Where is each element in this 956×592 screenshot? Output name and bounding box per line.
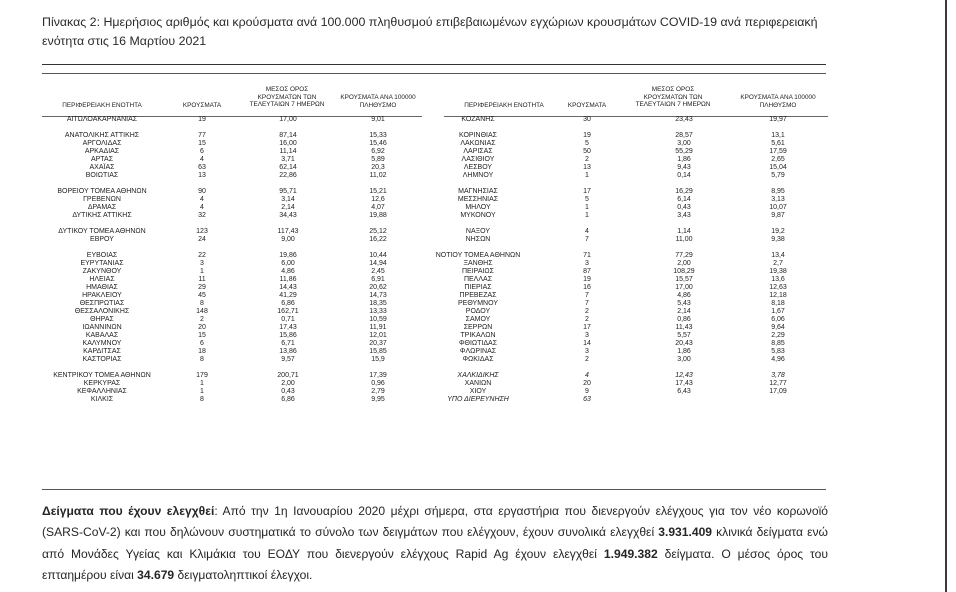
right-row-region: ΜΥΚΟΝΟΥ xyxy=(460,211,496,219)
left-row-cases: 29 xyxy=(198,283,206,291)
left-row-region: ΚΕΝΤΡΙΚΟΥ ΤΟΜΕΑ ΑΘΗΝΩΝ xyxy=(53,371,151,379)
right-row-region: ΦΩΚΙΔΑΣ xyxy=(462,355,494,363)
right-row-avg7: 0,14 xyxy=(677,171,691,179)
right-row-avg7: 5,43 xyxy=(677,299,691,307)
left-row-cases: 6 xyxy=(200,339,204,347)
right-row-avg7: 16,29 xyxy=(675,187,693,195)
right-row-per100k: 8,95 xyxy=(771,187,785,195)
left-row-region: ΑΡΓΟΛΙΔΑΣ xyxy=(82,139,122,147)
right-row-avg7: 1,14 xyxy=(677,227,691,235)
right-row-avg7: 1,86 xyxy=(677,155,691,163)
right-row-cases: 7 xyxy=(585,291,589,299)
right-row-cases: 2 xyxy=(585,315,589,323)
right-row-cases: 1 xyxy=(585,203,589,211)
left-row-per100k: 2,45 xyxy=(371,267,385,275)
left-row-avg7: 6,71 xyxy=(281,339,295,347)
left-row-avg7: 11,86 xyxy=(279,275,297,283)
left-row-per100k: 2,79 xyxy=(371,387,385,395)
right-row-per100k: 5,79 xyxy=(771,171,785,179)
left-row-cases: 2 xyxy=(200,315,204,323)
right-row-cases: 1 xyxy=(585,211,589,219)
left-row-cases: 8 xyxy=(200,395,204,403)
right-row-cases: 7 xyxy=(585,299,589,307)
table-bottom-rule xyxy=(42,489,826,490)
left-row-per100k: 9,95 xyxy=(371,395,385,403)
right-row-per100k: 13,1 xyxy=(771,131,785,139)
left-row-per100k: 17,39 xyxy=(369,371,387,379)
left-row-region: ΖΑΚΥΝΘΟΥ xyxy=(82,267,122,275)
right-row-cases: 87 xyxy=(583,267,591,275)
paragraph-text-4: δειγματοληπτικοί έλεγχοι. xyxy=(174,567,313,582)
left-row-cases: 1 xyxy=(200,387,204,395)
right-row-per100k: 1,67 xyxy=(771,307,785,315)
right-row-per100k: 12,77 xyxy=(769,379,787,387)
left-row-avg7: 2,00 xyxy=(281,379,295,387)
left-row-avg7: 11,14 xyxy=(279,147,297,155)
left-row-region: ΒΟΙΩΤΙΑΣ xyxy=(85,171,119,179)
left-row-avg7: 17,43 xyxy=(279,323,297,331)
left-row-per100k: 15,9 xyxy=(371,355,385,363)
left-row-region: ΑΝΑΤΟΛΙΚΗΣ ΑΤΤΙΚΗΣ xyxy=(64,131,140,139)
right-row-cases: 17 xyxy=(583,187,591,195)
left-row-per100k: 10,59 xyxy=(369,315,387,323)
title-rule xyxy=(42,64,826,65)
left-row-region: ΔΡΑΜΑΣ xyxy=(87,203,117,211)
right-row-per100k: 12,18 xyxy=(769,291,787,299)
right-header-per100k: ΚΡΟΥΣΜΑΤΑ ΑΝΑ 100000 ΠΛΗΘΥΣΜΟ xyxy=(740,94,816,109)
right-row-per100k: 3,78 xyxy=(771,371,785,379)
paragraph-text-2: κλινικά δείγματα ενώ από Μονάδες Υγείας και Κλιμάκια του ΕΟΔΥ που διενεργούν ελέγχους Rapid Ag έχουν ελεγχθεί xyxy=(42,525,828,561)
right-row-region: ΡΟΔΟΥ xyxy=(465,307,491,315)
left-row-avg7: 9,00 xyxy=(281,235,295,243)
right-row-cases: 13 xyxy=(583,163,591,171)
left-row-cases: 15 xyxy=(198,331,206,339)
right-row-per100k: 4,96 xyxy=(771,355,785,363)
right-row-cases: 9 xyxy=(585,387,589,395)
left-row-per100k: 20,62 xyxy=(369,283,387,291)
left-row-cases: 22 xyxy=(198,251,206,259)
right-row-avg7: 1,86 xyxy=(677,347,691,355)
right-row-avg7: 17,00 xyxy=(675,283,693,291)
left-row-region: ΚΑΣΤΟΡΙΑΣ xyxy=(82,355,122,363)
right-row-region: ΝΗΣΩΝ xyxy=(465,235,491,243)
right-row-avg7: 6,43 xyxy=(677,387,691,395)
left-row-cases: 11 xyxy=(198,275,206,283)
right-row-avg7: 0,86 xyxy=(677,315,691,323)
right-row-avg7: 12,43 xyxy=(675,371,693,379)
left-row-cases: 32 xyxy=(198,211,206,219)
left-row-cases: 1 xyxy=(200,267,204,275)
left-row-region: ΘΕΣΠΡΩΤΙΑΣ xyxy=(79,299,125,307)
right-row-region: ΥΠΟ ΔΙΕΡΕΥΝΗΣΗ xyxy=(447,395,509,403)
left-row-region: ΑΡΚΑΔΙΑΣ xyxy=(84,147,120,155)
right-row-region: ΜΑΓΝΗΣΙΑΣ xyxy=(458,187,498,195)
right-row-avg7: 55,29 xyxy=(675,147,693,155)
right-row-per100k: 2,7 xyxy=(773,259,783,267)
right-row-cases: 17 xyxy=(583,323,591,331)
right-row-per100k: 17,09 xyxy=(769,387,787,395)
right-row-avg7: 15,57 xyxy=(675,275,693,283)
right-row-cases: 71 xyxy=(583,251,591,259)
right-row-avg7: 9,43 xyxy=(677,163,691,171)
right-row-avg7: 2,14 xyxy=(677,307,691,315)
right-row-avg7: 17,43 xyxy=(675,379,693,387)
right-row-region: ΛΑΡΙΣΑΣ xyxy=(463,147,493,155)
right-row-per100k: 17,59 xyxy=(769,147,787,155)
left-row-avg7: 34,43 xyxy=(279,211,297,219)
right-row-region: ΠΡΕΒΕΖΑΣ xyxy=(459,291,497,299)
left-row-avg7: 9,57 xyxy=(281,355,295,363)
right-row-per100k: 2,65 xyxy=(771,155,785,163)
right-row-avg7: 108,29 xyxy=(673,267,695,275)
left-row-region: ΕΒΡΟΥ xyxy=(90,235,114,243)
left-row-cases: 77 xyxy=(198,131,206,139)
left-row-region: ΗΛΕΙΑΣ xyxy=(89,275,115,283)
right-row-region: ΜΗΛΟΥ xyxy=(465,203,491,211)
right-row-region: ΝΟΤΙΟΥ ΤΟΜΕΑ ΑΘΗΝΩΝ xyxy=(435,251,521,259)
right-row-region: ΧΑΛΚΙΔΙΚΗΣ xyxy=(457,371,499,379)
left-row-region: ΘΕΣΣΑΛΟΝΙΚΗΣ xyxy=(74,307,130,315)
left-row-avg7: 0,71 xyxy=(281,315,295,323)
right-row-cases: 20 xyxy=(583,379,591,387)
left-row-per100k: 10,44 xyxy=(369,251,387,259)
right-row-cases: 2 xyxy=(585,155,589,163)
right-row-region: ΣΕΡΡΩΝ xyxy=(463,323,493,331)
left-row-cases: 20 xyxy=(198,323,206,331)
right-header-cases: ΚΡΟΥΣΜΑΤΑ xyxy=(567,102,607,109)
left-row-per100k: 11,91 xyxy=(369,323,387,331)
left-row-avg7: 17,00 xyxy=(279,115,297,123)
right-row-avg7: 28,57 xyxy=(675,131,693,139)
left-row-region: ΕΥΒΟΙΑΣ xyxy=(86,251,118,259)
right-row-region: ΡΕΘΥΜΝΟΥ xyxy=(457,299,498,307)
right-row-per100k: 8,85 xyxy=(771,339,785,347)
left-row-region: ΚΑΡΔΙΤΣΑΣ xyxy=(83,347,121,355)
left-row-region: ΗΜΑΘΙΑΣ xyxy=(86,283,118,291)
right-row-cases: 19 xyxy=(583,275,591,283)
left-row-region: ΚΕΡΚΥΡΑΣ xyxy=(83,379,121,387)
left-row-avg7: 62,14 xyxy=(279,163,297,171)
right-row-per100k: 9,38 xyxy=(771,235,785,243)
right-row-avg7: 5,57 xyxy=(677,331,691,339)
left-row-cases: 24 xyxy=(198,235,206,243)
right-row-cases: 4 xyxy=(585,227,589,235)
right-row-cases: 5 xyxy=(585,195,589,203)
right-row-per100k: 3,13 xyxy=(771,195,785,203)
left-row-per100k: 16,22 xyxy=(369,235,387,243)
page-edge-line xyxy=(945,0,947,592)
right-row-per100k: 19,97 xyxy=(769,115,787,123)
right-row-per100k: 2,29 xyxy=(771,331,785,339)
right-row-region: ΚΟΡΙΝΘΙΑΣ xyxy=(459,131,497,139)
left-row-cases: 148 xyxy=(196,307,208,315)
right-row-cases: 19 xyxy=(583,131,591,139)
right-row-region: ΦΛΩΡΙΝΑΣ xyxy=(459,347,497,355)
right-row-region: ΛΑΚΩΝΙΑΣ xyxy=(460,139,496,147)
left-header-per100k: ΚΡΟΥΣΜΑΤΑ ΑΝΑ 100000 ΠΛΗΘΥΣΜΟ xyxy=(340,94,416,109)
left-row-cases: 4 xyxy=(200,155,204,163)
left-row-per100k: 5,89 xyxy=(371,155,385,163)
right-row-region: ΝΑΞΟΥ xyxy=(465,227,491,235)
right-header-region: ΠΕΡΙΦΕΡΕΙΑΚΗ ΕΝΟΤΗΤΑ xyxy=(464,102,544,109)
left-row-region: ΑΙΤΩΛΟΑΚΑΡΝΑΝΙΑΣ xyxy=(66,115,138,123)
left-row-avg7: 19,86 xyxy=(279,251,297,259)
table-top-rule xyxy=(42,73,826,74)
left-row-avg7: 14,43 xyxy=(279,283,297,291)
right-row-avg7: 2,00 xyxy=(677,259,691,267)
left-row-region: ΗΡΑΚΛΕΙΟΥ xyxy=(82,291,122,299)
left-row-cases: 15 xyxy=(198,139,206,147)
right-row-region: ΞΑΝΘΗΣ xyxy=(463,259,493,267)
left-row-per100k: 13,33 xyxy=(369,307,387,315)
left-row-avg7: 87,14 xyxy=(279,131,297,139)
left-row-region: ΒΟΡΕΙΟΥ ΤΟΜΕΑ ΑΘΗΝΩΝ xyxy=(57,187,147,195)
left-row-region: ΔΥΤΙΚΗΣ ΑΤΤΙΚΗΣ xyxy=(72,211,132,219)
right-row-region: ΤΡΙΚΑΛΩΝ xyxy=(460,331,496,339)
left-row-per100k: 12,01 xyxy=(369,331,387,339)
left-row-avg7: 95,71 xyxy=(279,187,297,195)
left-row-cases: 13 xyxy=(198,171,206,179)
right-row-per100k: 9,87 xyxy=(771,211,785,219)
right-row-cases: 3 xyxy=(585,347,589,355)
left-row-cases: 123 xyxy=(196,227,208,235)
left-row-per100k: 20,37 xyxy=(369,339,387,347)
right-row-region: ΜΕΣΣΗΝΙΑΣ xyxy=(457,195,499,203)
left-row-per100k: 6,91 xyxy=(371,275,385,283)
left-row-per100k: 15,21 xyxy=(369,187,387,195)
left-row-cases: 63 xyxy=(198,163,206,171)
left-row-region: ΕΥΡΥΤΑΝΙΑΣ xyxy=(80,259,124,267)
left-row-avg7: 41,29 xyxy=(279,291,297,299)
left-row-region: ΔΥΤΙΚΟΥ ΤΟΜΕΑ ΑΘΗΝΩΝ xyxy=(58,227,146,235)
left-row-per100k: 15,33 xyxy=(369,131,387,139)
left-row-cases: 19 xyxy=(198,115,206,123)
left-row-cases: 45 xyxy=(198,291,206,299)
right-row-avg7: 4,86 xyxy=(677,291,691,299)
left-row-region: ΙΩΑΝΝΙΝΩΝ xyxy=(82,323,122,331)
right-row-per100k: 9,64 xyxy=(771,323,785,331)
right-row-cases: 4 xyxy=(585,371,589,379)
paragraph-text-3: δείγματα. Ο μέσος όρος του επταημέρου είναι xyxy=(42,546,829,582)
left-row-region: ΑΡΤΑΣ xyxy=(90,155,114,163)
left-row-per100k: 14,73 xyxy=(369,291,387,299)
right-row-per100k: 13,4 xyxy=(771,251,785,259)
right-row-per100k: 6,06 xyxy=(771,315,785,323)
right-row-avg7: 77,29 xyxy=(675,251,693,259)
right-row-region: ΚΟΖΑΝΗΣ xyxy=(461,115,495,123)
right-row-cases: 16 xyxy=(583,283,591,291)
right-row-cases: 50 xyxy=(583,147,591,155)
left-row-cases: 1 xyxy=(200,379,204,387)
left-row-per100k: 25,12 xyxy=(369,227,387,235)
left-row-per100k: 11,02 xyxy=(369,171,387,179)
left-row-avg7: 2,14 xyxy=(281,203,295,211)
left-row-region: ΘΗΡΑΣ xyxy=(90,315,114,323)
right-row-cases: 3 xyxy=(585,259,589,267)
right-row-per100k: 12,63 xyxy=(769,283,787,291)
right-row-avg7: 20,43 xyxy=(675,339,693,347)
left-row-region: ΚΙΛΚΙΣ xyxy=(90,395,114,403)
right-row-per100k: 13,6 xyxy=(771,275,785,283)
right-row-cases: 14 xyxy=(583,339,591,347)
left-row-region: ΚΑΛΥΜΝΟΥ xyxy=(82,339,122,347)
left-row-region: ΑΧΑΪΑΣ xyxy=(89,163,115,171)
right-row-region: ΣΑΜΟΥ xyxy=(465,315,491,323)
left-row-avg7: 200,71 xyxy=(277,371,299,379)
right-row-region: ΛΕΣΒΟΥ xyxy=(463,163,493,171)
left-row-per100k: 0,96 xyxy=(371,379,385,387)
left-row-cases: 179 xyxy=(196,371,208,379)
left-row-avg7: 6,86 xyxy=(281,395,295,403)
right-row-per100k: 5,61 xyxy=(771,139,785,147)
right-row-cases: 30 xyxy=(583,115,591,123)
left-row-per100k: 14,94 xyxy=(369,259,387,267)
right-row-cases: 63 xyxy=(583,395,591,403)
left-row-avg7: 117,43 xyxy=(277,227,299,235)
left-row-avg7: 4,86 xyxy=(281,267,295,275)
left-row-per100k: 20,3 xyxy=(371,163,385,171)
right-row-cases: 7 xyxy=(585,235,589,243)
left-row-cases: 8 xyxy=(200,299,204,307)
right-row-region: ΠΕΛΛΑΣ xyxy=(463,275,493,283)
left-row-region: ΚΕΦΑΛΛΗΝΙΑΣ xyxy=(77,387,127,395)
left-header-cases: ΚΡΟΥΣΜΑΤΑ xyxy=(182,102,222,109)
left-row-cases: 90 xyxy=(198,187,206,195)
left-row-avg7: 0,43 xyxy=(281,387,295,395)
left-row-per100k: 12,6 xyxy=(371,195,385,203)
left-row-cases: 18 xyxy=(198,347,206,355)
right-row-region: ΧΙΟΥ xyxy=(469,387,487,395)
right-row-avg7: 3,00 xyxy=(677,139,691,147)
right-row-cases: 3 xyxy=(585,331,589,339)
rapid-ag-samples-count: 1.949.382 xyxy=(603,546,658,561)
left-row-avg7: 16,00 xyxy=(279,139,297,147)
right-row-per100k: 15,04 xyxy=(769,163,787,171)
right-row-region: ΧΑΝΙΩΝ xyxy=(464,379,492,387)
left-row-per100k: 6,92 xyxy=(371,147,385,155)
left-row-avg7: 22,86 xyxy=(279,171,297,179)
right-row-per100k: 10,07 xyxy=(769,203,787,211)
left-header-avg7: ΜΕΣΟΣ ΟΡΟΣ ΚΡΟΥΣΜΑΤΩΝ ΤΩΝ ΤΕΛΕΥΤΑΙΩΝ 7 ΗΜΕΡΩΝ xyxy=(249,86,325,109)
right-row-cases: 1 xyxy=(585,171,589,179)
left-row-region: ΓΡΕΒΕΝΩΝ xyxy=(83,195,121,203)
right-row-per100k: 8,18 xyxy=(771,299,785,307)
right-row-avg7: 11,00 xyxy=(675,235,693,243)
right-row-avg7: 6,14 xyxy=(677,195,691,203)
left-row-avg7: 3,14 xyxy=(281,195,295,203)
right-row-avg7: 3,43 xyxy=(677,211,691,219)
paragraph-text-1: : Από την 1η Ιανουαρίου 2020 μέχρι σήμερα, στα εργαστήρια που διενεργούν ελέγχους για τον νέο κορωνοϊό (SARS-CoV-2) και που δηλώνουν συστηματικά το σύνολο των δειγμάτων που ελέγχουν, έχουν συνολικά ελεγχθεί xyxy=(42,504,828,540)
right-row-cases: 5 xyxy=(585,139,589,147)
left-row-per100k: 4,07 xyxy=(371,203,385,211)
right-row-per100k: 19,2 xyxy=(771,227,785,235)
left-row-cases: 6 xyxy=(200,147,204,155)
right-row-region: ΛΑΣΙΘΙΟΥ xyxy=(461,155,495,163)
left-row-cases: 4 xyxy=(200,195,204,203)
left-row-cases: 8 xyxy=(200,355,204,363)
paragraph-lead: Δείγματα που έχουν ελεγχθεί xyxy=(42,504,215,518)
left-row-per100k: 15,46 xyxy=(369,139,387,147)
right-row-cases: 2 xyxy=(585,355,589,363)
right-row-region: ΠΙΕΡΙΑΣ xyxy=(464,283,492,291)
left-row-avg7: 3,71 xyxy=(281,155,295,163)
right-header-avg7: ΜΕΣΟΣ ΟΡΟΣ ΚΡΟΥΣΜΑΤΩΝ ΤΩΝ ΤΕΛΕΥΤΑΙΩΝ 7 ΗΜΕΡΩΝ xyxy=(635,86,711,109)
left-row-cases: 4 xyxy=(200,203,204,211)
left-row-region: ΚΑΒΑΛΑΣ xyxy=(85,331,119,339)
left-row-per100k: 19,88 xyxy=(369,211,387,219)
right-row-region: ΛΗΜΝΟΥ xyxy=(462,171,494,179)
left-row-per100k: 18,35 xyxy=(369,299,387,307)
right-row-avg7: 23,43 xyxy=(675,115,693,123)
right-row-avg7: 0,43 xyxy=(677,203,691,211)
right-row-per100k: 19,38 xyxy=(769,267,787,275)
left-row-per100k: 9,01 xyxy=(371,115,385,123)
right-row-region: ΦΘΙΩΤΙΔΑΣ xyxy=(458,339,498,347)
right-row-avg7: 3,00 xyxy=(677,355,691,363)
left-row-per100k: 15,85 xyxy=(369,347,387,355)
right-row-avg7: 11,43 xyxy=(675,323,693,331)
right-row-cases: 2 xyxy=(585,307,589,315)
weekly-average-count: 34.679 xyxy=(137,567,175,582)
left-row-avg7: 162,71 xyxy=(277,307,299,315)
table-title: Πίνακας 2: Ημερήσιος αριθμός και κρούσματα ανά 100.000 πληθυσμού επιβεβαιωμένων εγχώριων κρουσμάτων COVID-19 ανά περιφερειακή ενότητα στις 16 Μαρτίου 2021 xyxy=(42,15,818,48)
left-header-region: ΠΕΡΙΦΕΡΕΙΑΚΗ ΕΝΟΤΗΤΑ xyxy=(62,102,142,109)
left-row-avg7: 15,86 xyxy=(279,331,297,339)
left-row-avg7: 6,86 xyxy=(281,299,295,307)
left-row-avg7: 6,00 xyxy=(281,259,295,267)
samples-paragraph xyxy=(42,501,828,586)
left-row-avg7: 13,86 xyxy=(279,347,297,355)
right-row-region: ΠΕΙΡΑΙΩΣ xyxy=(462,267,494,275)
right-row-per100k: 5,83 xyxy=(771,347,785,355)
clinical-samples-count: 3.931.409 xyxy=(658,525,713,540)
left-row-cases: 3 xyxy=(200,259,204,267)
